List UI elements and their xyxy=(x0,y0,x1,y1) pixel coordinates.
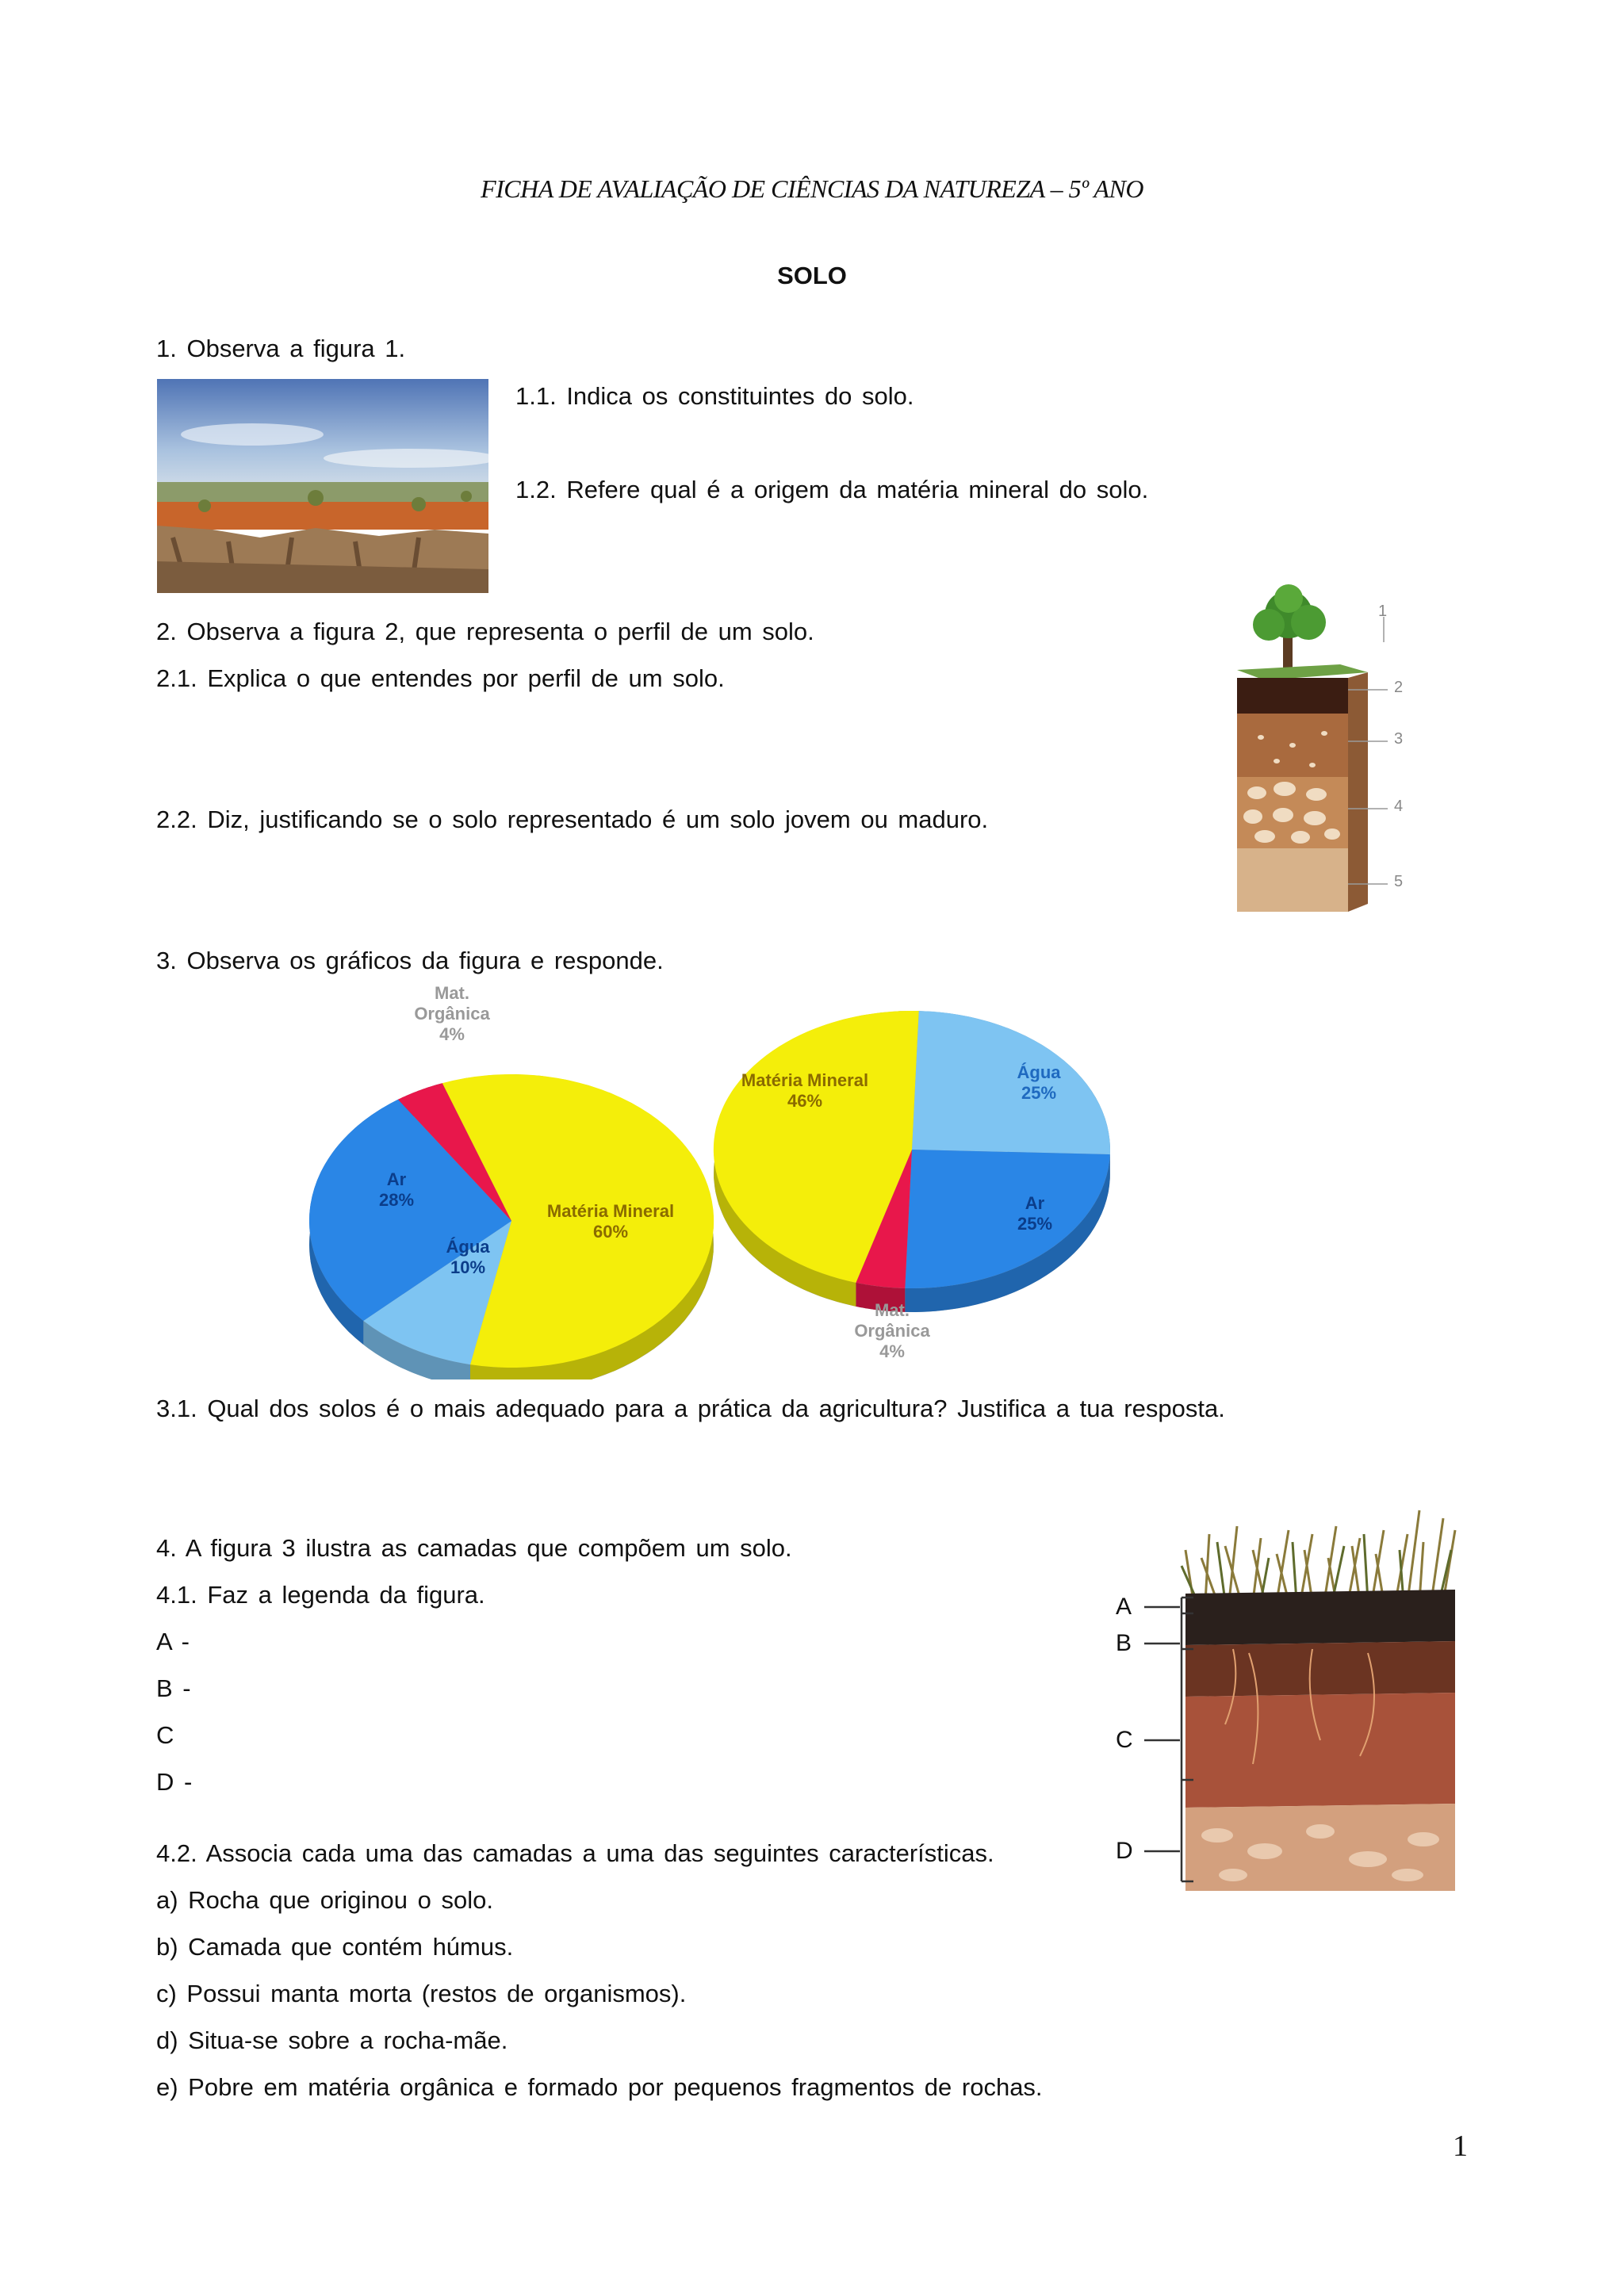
question-1: 1. Observa a figura 1. xyxy=(156,335,406,362)
figure-1-landscape-image xyxy=(157,379,488,593)
pie-chart-1 xyxy=(309,983,714,1380)
question-1-1: 1.1. Indica os constituintes do solo. xyxy=(515,382,914,410)
legend-line-c: C xyxy=(156,1721,174,1749)
question-4-1: 4.1. Faz a legenda da figura. xyxy=(156,1581,485,1609)
pie-slice-label: Mat. Orgânica 4% xyxy=(854,1300,930,1361)
option-e: e) Pobre em matéria orgânica e formado por pequenos fragmentos de rochas. xyxy=(156,2073,1043,2101)
question-2-1: 2.1. Explica o que entendes por perfil de um solo. xyxy=(156,664,725,692)
question-4: 4. A figura 3 ilustra as camadas que compõem um solo. xyxy=(156,1534,792,1562)
pie-slice-label: Ar 25% xyxy=(1017,1193,1053,1234)
question-4-2: 4.2. Associa cada uma das camadas a uma das seguintes características. xyxy=(156,1839,994,1867)
option-d: d) Situa-se sobre a rocha-mãe. xyxy=(156,2026,508,2054)
figure-3-label-c: C xyxy=(1116,1727,1133,1753)
figure-3-label-a: A xyxy=(1116,1594,1132,1620)
figure-2-label-1: 1 xyxy=(1378,603,1388,620)
question-2: 2. Observa a figura 2, que representa o perfil de um solo. xyxy=(156,618,814,645)
figure-2-label-3: 3 xyxy=(1394,730,1404,748)
option-a: a) Rocha que originou o solo. xyxy=(156,1886,493,1914)
figure-3-label-d: D xyxy=(1116,1838,1133,1864)
legend-line-d: D - xyxy=(156,1768,193,1796)
pie-slice-label: Matéria Mineral 46% xyxy=(741,1070,869,1111)
figure-2-label-4: 4 xyxy=(1394,798,1404,815)
figure-3-label-b: B xyxy=(1116,1630,1132,1656)
page-number: 1 xyxy=(1453,2130,1468,2163)
pie-slice-label: Matéria Mineral 60% xyxy=(546,1201,675,1242)
landscape-illustration xyxy=(157,379,488,593)
pie-slice-label: Ar 28% xyxy=(378,1169,415,1210)
worksheet-title: FICHA DE AVALIAÇÃO DE CIÊNCIAS DA NATUREZA – 5º ANO xyxy=(481,174,1143,203)
legend-line-a: A - xyxy=(156,1628,190,1655)
figure-3-soil-layers xyxy=(1106,1502,1463,1891)
pie-slice xyxy=(905,1150,1110,1288)
pie-slice-label: Água 25% xyxy=(1017,1062,1061,1103)
pie-chart-2 xyxy=(714,1011,1110,1361)
question-3: 3. Observa os gráficos da figura e responde. xyxy=(156,947,664,974)
soil-layers-illustration xyxy=(1106,1502,1463,1891)
legend-line-b: B - xyxy=(156,1674,191,1702)
pie-slice xyxy=(912,1011,1110,1154)
option-c: c) Possui manta morta (restos de organismos). xyxy=(156,1980,687,2007)
figure-2-label-5: 5 xyxy=(1394,873,1404,890)
soil-profile-illustration xyxy=(1221,579,1459,936)
question-3-1: 3.1. Qual dos solos é o mais adequado para a prática da agricultura? Justifica a tua resposta. xyxy=(156,1395,1225,1422)
question-1-2: 1.2. Refere qual é a origem da matéria mineral do solo. xyxy=(515,476,1149,503)
pie-slice-label: Água 10% xyxy=(446,1237,490,1277)
pie-slice-label: Mat. Orgânica 4% xyxy=(414,983,490,1044)
figure-2-label-2: 2 xyxy=(1394,679,1404,696)
soil-composition-pie-charts xyxy=(301,983,1221,1380)
figure-2-soil-profile xyxy=(1221,579,1459,936)
worksheet-subtitle: SOLO xyxy=(777,262,847,289)
question-2-2: 2.2. Diz, justificando se o solo representado é um solo jovem ou maduro. xyxy=(156,806,989,833)
option-b: b) Camada que contém húmus. xyxy=(156,1933,514,1961)
